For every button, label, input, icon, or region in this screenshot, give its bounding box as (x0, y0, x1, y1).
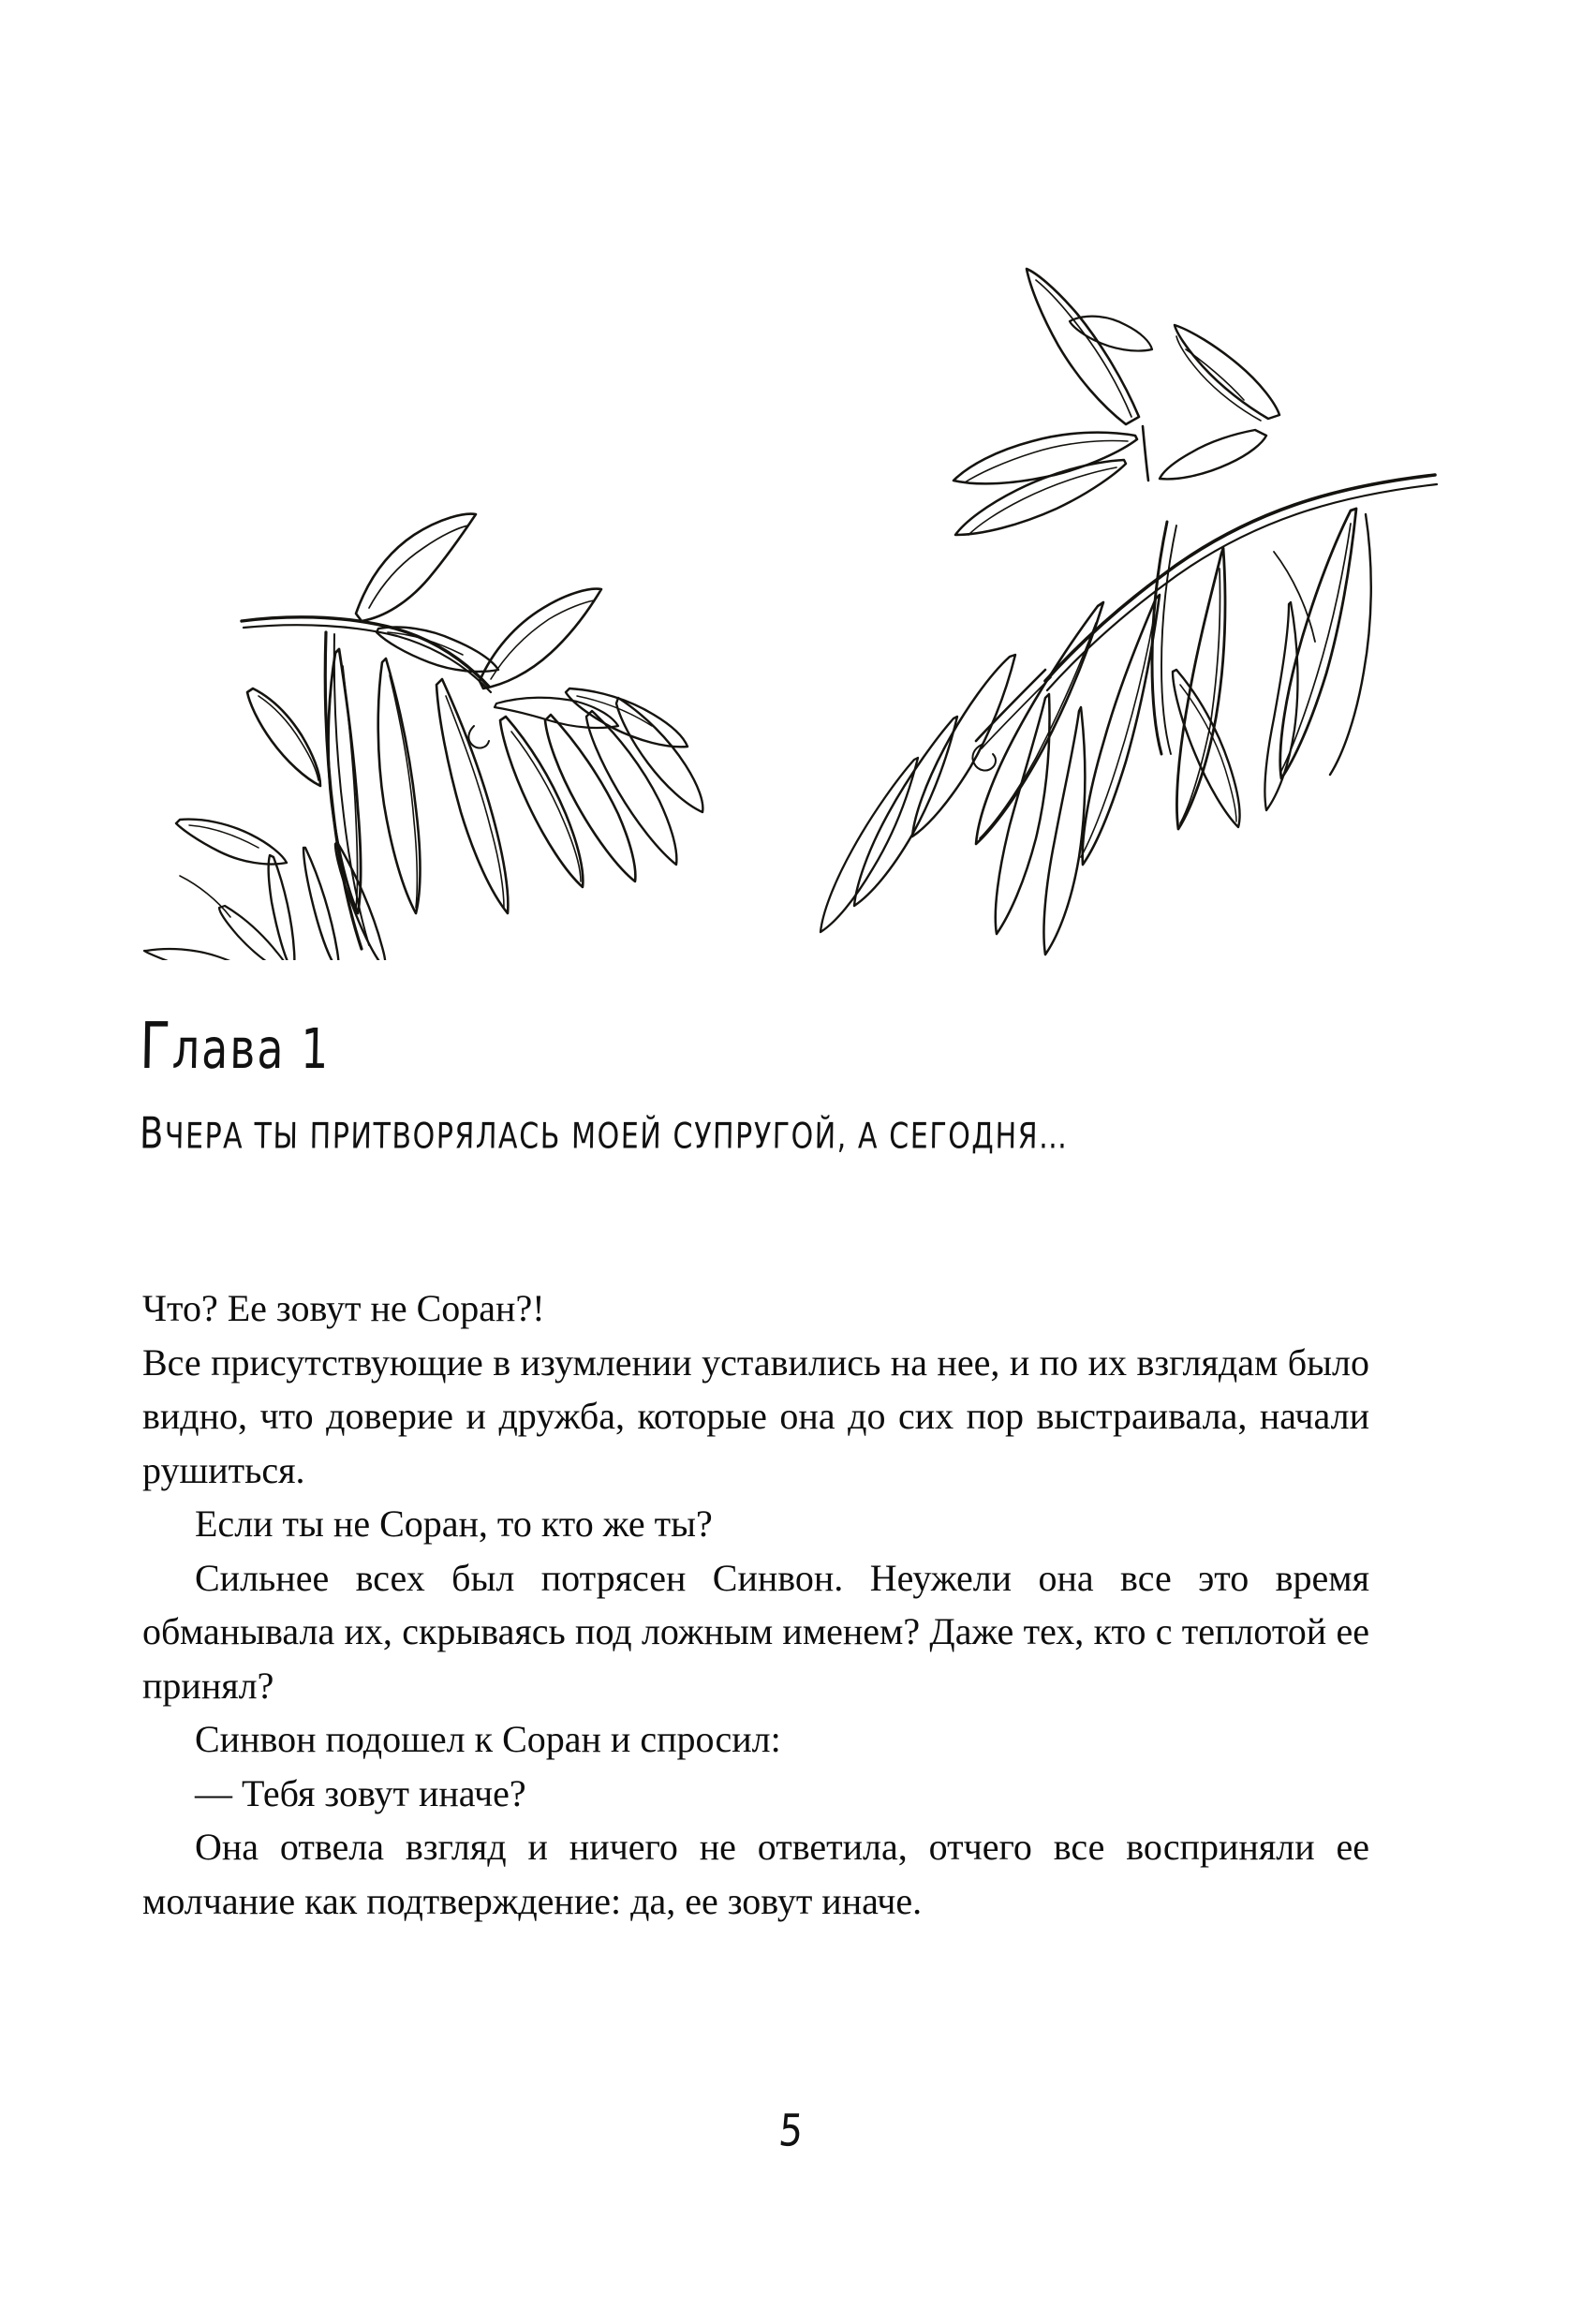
paragraph: Все присутствующие в изумлении уставились на нее, и по их взглядам было видно, что доверие и дружба, которые она до сих пор выстраивала, начали рушиться. (142, 1340, 1369, 1491)
right-branch-group (821, 269, 1437, 955)
chapter-subtitle: ВЧЕРА ТЫ ПРИТВОРЯЛАСЬ МОЕЙ СУПРУГОЙ, А СЕГОДНЯ… (139, 1107, 1070, 1159)
chapter-title: Глава 1 (139, 1008, 332, 1084)
paragraph: Она отвела взгляд и ничего не ответила, отчего все восприняли ее молчание как подтверждение: да, ее зовут иначе. (142, 1826, 1369, 1922)
chapter-heading-block (139, 1008, 1386, 1159)
paragraph: Сильнее всех был потрясен Синвон. Неужели она все это время обманывала их, скрываясь под ложным именем? Даже тех, кто с теплотой ее принял? (142, 1556, 1369, 1707)
paragraph: Синвон подошел к Соран и спросил: (195, 1718, 781, 1760)
paragraph: Если ты не Соран, то кто же ты? (195, 1502, 713, 1545)
left-branch-group (144, 514, 702, 960)
botanical-branch-illustration (56, 108, 1489, 960)
paragraph-dialogue: — Тебя зовут иначе? (195, 1771, 526, 1814)
body-text (142, 1281, 1369, 1928)
page-number: 5 (776, 2105, 806, 2156)
paragraph: Что? Ее зовут не Соран?! (142, 1287, 545, 1329)
